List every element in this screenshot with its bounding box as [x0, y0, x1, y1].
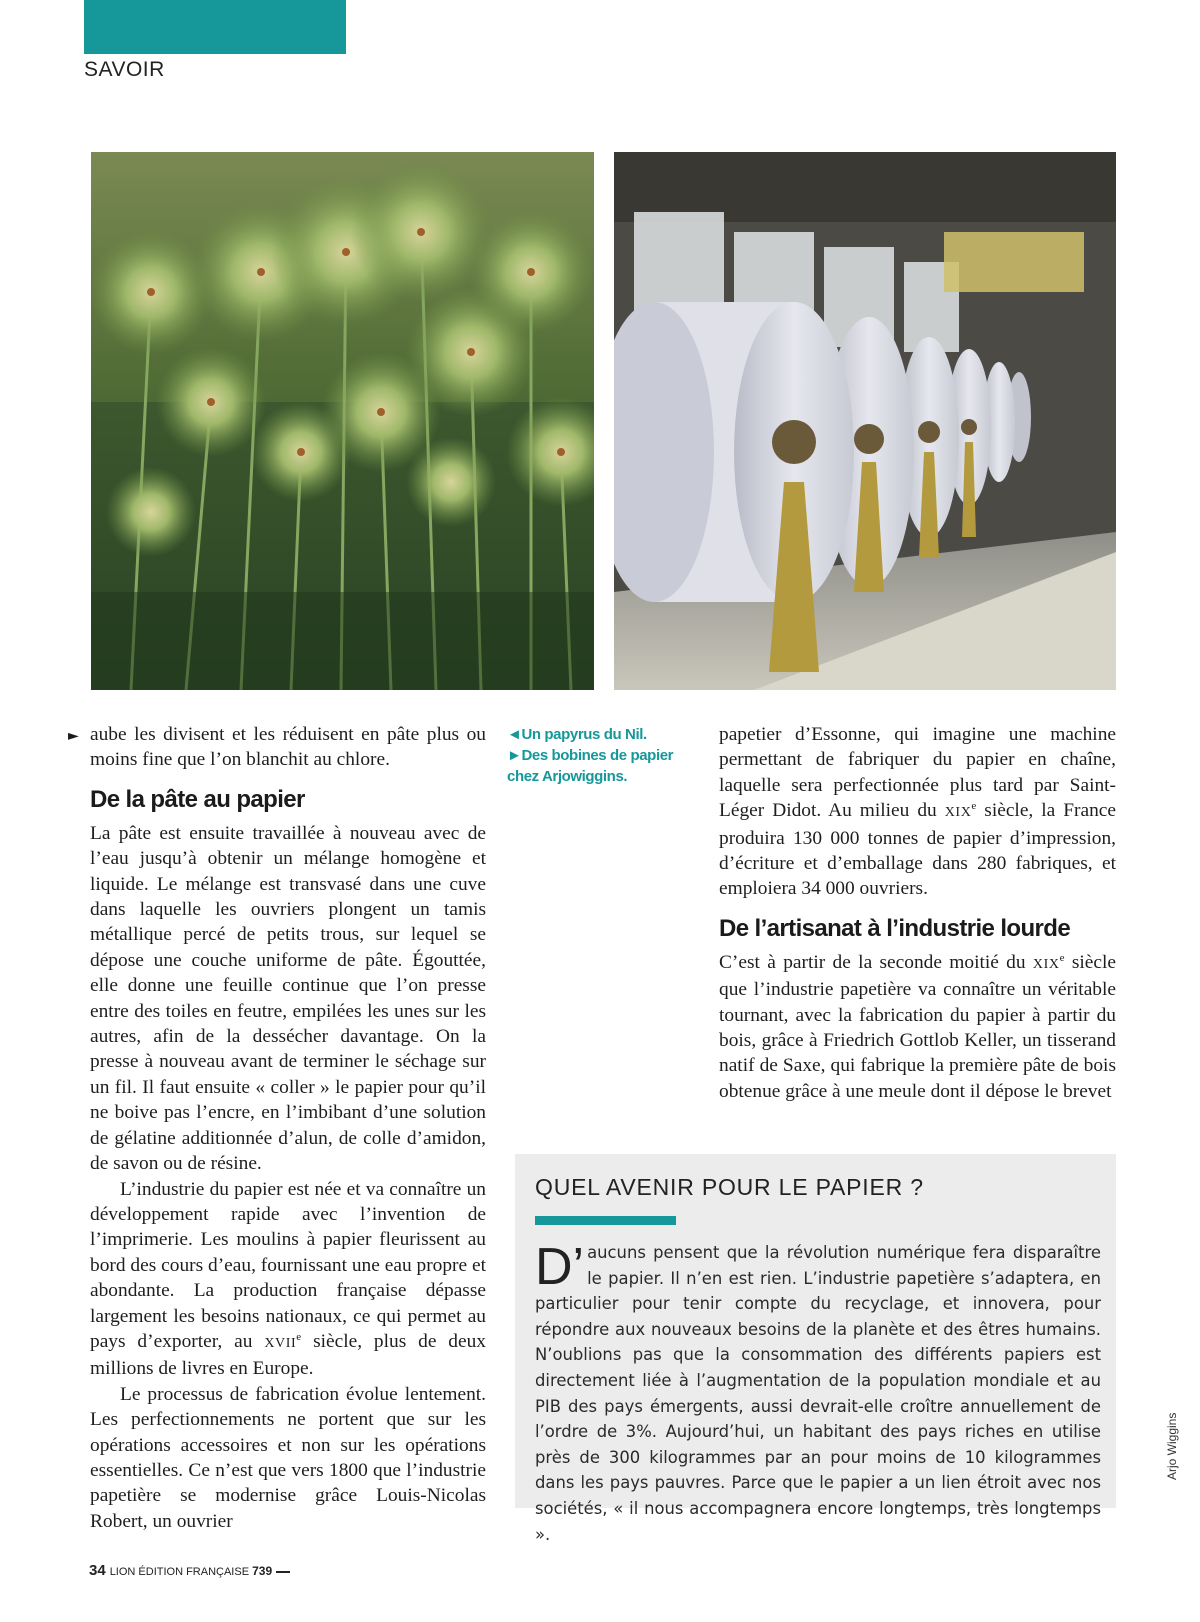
sidebar-accent-rule [535, 1216, 676, 1225]
page-number: 34 [89, 1562, 106, 1579]
sidebar-text [535, 1240, 1101, 1547]
right-paragraph-2: C’est à partir de la seconde moitié du XIXe siècle que l’industrie papetière va connaître un véritable tournant, avec la fabrication du papier à partir du bois, grâce à Friedrich Gottlob Keller, un tisserand natif de Saxe, qui fabrique la première pâte de bois obtenue grâce à une meule dont il dépose le brevet [719, 951, 1116, 1102]
sidebar-title: QUEL AVENIR POUR LE PAPIER ? [535, 1174, 924, 1200]
caption-line-papyrus: ◄Un papyrus du Nil. [507, 726, 647, 743]
left-paragraph-2: L’industrie du papier est née et va connaître un développement rapide avec l’invention de l’imprimerie. Les moulins à papier fleurissent au bord des cours d’eau, fournissant une eau propre et abondante. La production française dépasse largement les besoins nationaux, ce qui permet au pays d’exporter, au XVIIe siècle, plus de deux millions de livres en Europe. [90, 1178, 486, 1380]
section-label: SAVOIR [84, 58, 165, 81]
continuation-arrow-icon: ► [68, 728, 79, 744]
sidebar-box [515, 1154, 1116, 1544]
header-accent-bar [84, 0, 346, 54]
subhead-pate-au-papier: De la pâte au papier [90, 785, 305, 813]
sidebar-body: aucuns pensent que la révolution numérique fera disparaître le papier. Il n’en est rien. L’industrie papetière s’adaptera, en particulier pour tenir compte du recyclage, et innovera, pour répondre aux nouveaux besoins de la planète et des êtres humains. N’oublions pas que la consommation des différents papiers est directement liée à l’augmentation de la population mondiale et au PIB des pays émergents, aussi devrait-elle croître annuellement de l’ordre de 3%. Aujourd’hui, un habitant des pays riches en utilise près de 300 kilogrammes par an pour moins de 10 kilogrammes dans les pays pauvres. Parce que le papier a un lien étroit avec nos sociétés, « il nous accompagnera encore longtemps, très longtemps ». [535, 1243, 1101, 1544]
footer-dash [276, 1571, 290, 1573]
left-intro-paragraph: aube les divisent et les réduisent en pâte plus ou moins fine que l’on blanchit au chlore. [90, 724, 486, 771]
photo-credit: Arjo Wiggins [1165, 1412, 1179, 1480]
subhead-artisanat-industrie: De l’artisanat à l’industrie lourde [719, 914, 1071, 942]
right-column [719, 722, 1116, 1104]
sidebar-dropcap: D’ [535, 1238, 585, 1296]
paper-rolls-photo [614, 152, 1116, 690]
photo-caption [507, 724, 707, 787]
publication-name: LION ÉDITION FRANÇAISE [109, 1566, 250, 1578]
page-footer [89, 1562, 290, 1579]
right-paragraph-1: papetier d’Essonne, qui imagine une machine permettant de fabriquer du papier en chaîne, laquelle sera perfectionnée plus tard par Saint-Léger Didot. Au milieu du XIXe siècle, la France produira 130 000 tonnes de papier d’impression, d’écriture et d’emballage dans 280 fabriques, et emploiera 34 000 ouvriers. [719, 724, 1116, 900]
caption-line-arjowiggins: chez Arjowiggins. [507, 768, 628, 785]
issue-number: 739 [252, 1564, 273, 1578]
papyrus-photo [91, 152, 594, 690]
left-paragraph-1: La pâte est ensuite travaillée à nouveau avec de l’eau jusqu’à obtenir un mélange homogène et liquide. Le mélange est transvasé dans une cuve dans laquelle les ouvriers plongent un tamis métallique percé de petits trous, sur lequel se dépose une couche uniforme de pâte. Égouttée, elle donne une feuille continue que l’on presse entre des toiles en feutre, empilées les unes sur les autres, afin de la dessécher davantage. On la presse à nouveau avant de terminer le séchage sur un fil. Il faut ensuite « coller » le papier pour qu’il ne boive pas l’encre, en l’imbibant d’une solution de gélatine additionnée d’alun, de colle d’amidon, de savon ou de résine. [90, 822, 486, 1175]
left-paragraph-3: Le processus de fabrication évolue lentement. Les perfectionnements ne portent que sur les opérations accessoires et non sur les opérations essentielles. Ce n’est que vers 1800 que l’industrie papetière se modernise grâce Louis-Nicolas Robert, un ouvrier [90, 1383, 486, 1532]
left-column [90, 722, 486, 1534]
caption-line-bobines: ►Des bobines de papier [507, 747, 674, 764]
